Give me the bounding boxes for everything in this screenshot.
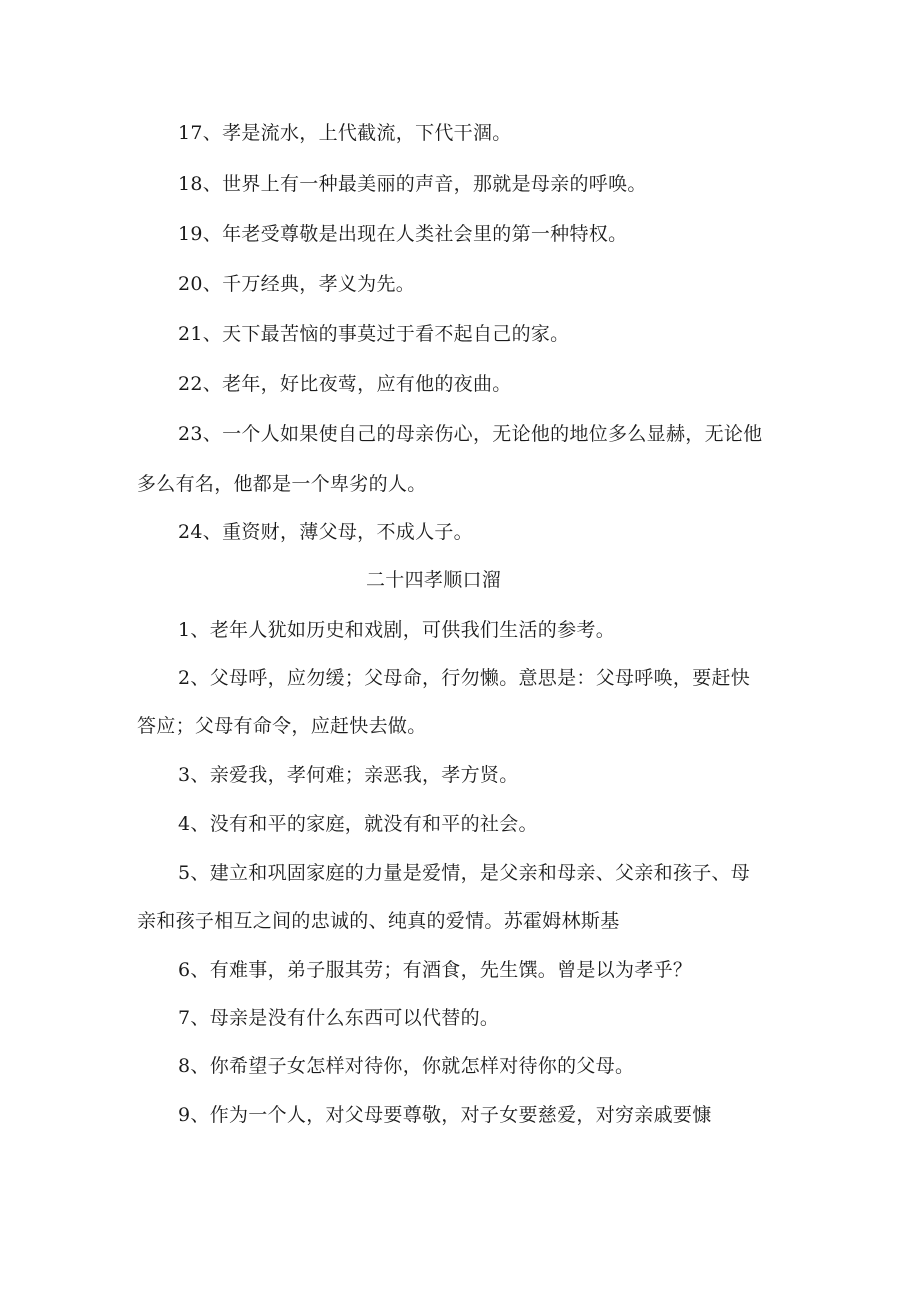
quote-line-24: 24、重资财，薄父母，不成人子。: [178, 521, 473, 543]
rhyme-line-2: 2、父母呼，应勿缓；父母命，行勿懒。意思是：父母呼唤，要赶快: [178, 667, 751, 689]
rhyme-line-6: 6、有难事，弟子服其劳；有酒食，先生馔。曾是以为孝乎？: [178, 959, 693, 981]
quote-line-23-continued: 多么有名，他都是一个卑劣的人。: [137, 473, 427, 495]
quote-line-19: 19、年老受尊敬是出现在人类社会里的第一种特权。: [178, 223, 628, 245]
rhyme-line-8: 8、你希望子女怎样对待你，你就怎样对待你的父母。: [178, 1055, 635, 1077]
rhyme-line-3: 3、亲爱我，孝何难；亲恶我，孝方贤。: [178, 764, 519, 786]
rhyme-line-5: 5、建立和巩固家庭的力量是爱情，是父亲和母亲、父亲和孩子、母: [178, 862, 751, 884]
quote-line-18: 18、世界上有一种最美丽的声音，那就是母亲的呼唤。: [178, 173, 647, 195]
quote-line-17: 17、孝是流水，上代截流，下代干涸。: [178, 122, 512, 144]
quote-line-21: 21、天下最苦恼的事莫过于看不起自己的家。: [178, 323, 570, 345]
quote-line-23: 23、一个人如果使自己的母亲伤心，无论他的地位多么显赫，无论他: [178, 423, 763, 445]
rhyme-line-7: 7、母亲是没有什么东西可以代替的。: [178, 1007, 500, 1029]
rhyme-line-9: 9、作为一个人，对父母要尊敬，对子女要慈爱，对穷亲戚要慷: [178, 1104, 712, 1126]
rhyme-line-2-continued: 答应；父母有命令，应赶快去做。: [137, 715, 427, 737]
rhyme-line-4: 4、没有和平的家庭，就没有和平的社会。: [178, 813, 538, 835]
rhyme-line-5-continued: 亲和孩子相互之间的忠诚的、纯真的爱情。苏霍姆林斯基: [137, 910, 620, 932]
quote-line-20: 20、千万经典，孝义为先。: [178, 273, 416, 295]
rhyme-line-1: 1、老年人犹如历史和戏剧，可供我们生活的参考。: [178, 619, 615, 641]
section-heading: 二十四孝顺口溜: [366, 569, 502, 591]
quote-line-22: 22、老年，好比夜莺，应有他的夜曲。: [178, 373, 512, 395]
